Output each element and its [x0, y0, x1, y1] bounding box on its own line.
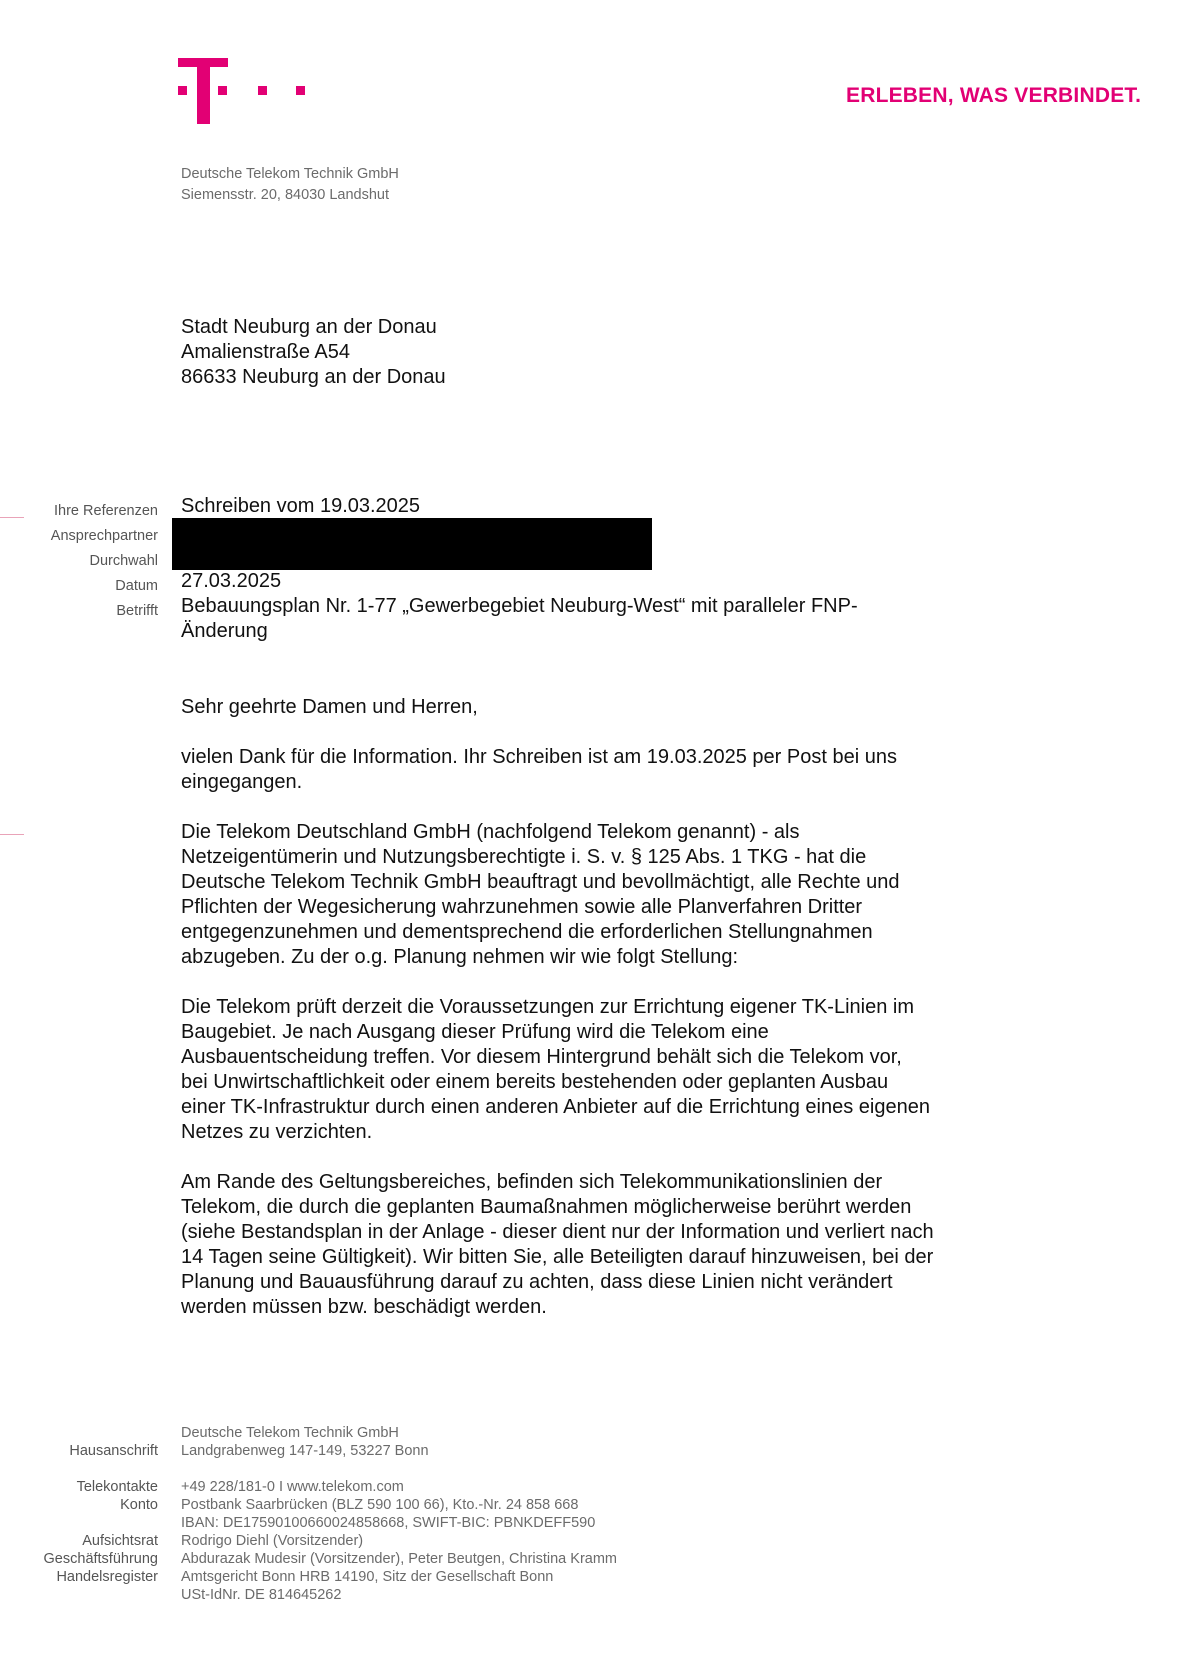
p3-line: Die Telekom prüft derzeit die Voraussetzungen zur Errichtung eigener TK-Linien im — [181, 996, 914, 1018]
p2-line: Die Telekom Deutschland GmbH (nachfolgend Telekom genannt) - als — [181, 821, 800, 843]
footer-iban: IBAN: DE17590100660024858668, SWIFT-BIC: PBNKDEFF590 — [181, 1515, 596, 1531]
p3-line: einer TK-Infrastruktur durch einen anderen Anbieter auf die Errichtung eines eigenen — [181, 1096, 930, 1118]
betrifft-line-1: Bebauungsplan Nr. 1-77 „Gewerbegebiet Neuburg-West“ mit paralleler FNP- — [181, 595, 858, 617]
footer-aufsichtsrat: Rodrigo Diehl (Vorsitzender) — [181, 1533, 364, 1549]
paragraph-1 — [181, 745, 1041, 795]
value-datum: 27.03.2025 — [181, 570, 282, 592]
recipient-line-3: 86633 Neuburg an der Donau — [181, 366, 446, 388]
label-ihre-referenzen: Ihre Referenzen — [54, 503, 158, 519]
label-datum: Datum — [115, 578, 158, 594]
sender-line-2: Siemensstr. 20, 84030 Landshut — [181, 187, 389, 203]
recipient-address — [181, 315, 446, 390]
p4-line: Telekom, die durch die geplanten Baumaßnahmen möglicherweise berührt werden — [181, 1196, 912, 1218]
p2-line: Deutsche Telekom Technik GmbH beauftragt und bevollmächtigt, alle Rechte und — [181, 871, 900, 893]
sender-address — [181, 164, 399, 206]
p4-line: Planung und Bauausführung darauf zu achten, dass diese Linien nicht verändert — [181, 1271, 893, 1293]
footer-ustid: USt-IdNr. DE 814645262 — [181, 1587, 342, 1603]
recipient-line-2: Amalienstraße A54 — [181, 341, 350, 363]
sender-line-1: Deutsche Telekom Technik GmbH — [181, 166, 399, 182]
value-ihre-referenzen: Schreiben vom 19.03.2025 — [181, 495, 421, 517]
recipient-line-1: Stadt Neuburg an der Donau — [181, 316, 437, 338]
betrifft-line-2: Änderung — [181, 620, 268, 642]
footer-label-geschaeftsfuehrung: Geschäftsführung — [43, 1551, 158, 1567]
footer-label-hausanschrift: Hausanschrift — [69, 1443, 158, 1459]
redaction-bar — [172, 518, 652, 570]
p2-line: abzugeben. Zu der o.g. Planung nehmen wir wie folgt Stellung: — [181, 946, 739, 968]
footer-geschaeftsfuehrung: Abdurazak Mudesir (Vorsitzender), Peter Beutgen, Christina Kramm — [181, 1551, 617, 1567]
salutation: Sehr geehrte Damen und Herren, — [181, 696, 478, 718]
footer-konto: Postbank Saarbrücken (BLZ 590 100 66), Kto.-Nr. 24 858 668 — [181, 1497, 579, 1513]
footer-address: Landgrabenweg 147-149, 53227 Bonn — [181, 1443, 429, 1459]
p1-line: vielen Dank für die Information. Ihr Schreiben ist am 19.03.2025 per Post bei uns — [181, 746, 897, 768]
p2-line: entgegenzunehmen und dementsprechend die erforderlichen Stellungnahmen — [181, 921, 873, 943]
footer-spacer — [0, 1460, 158, 1478]
label-durchwahl: Durchwahl — [89, 553, 158, 569]
value-betrifft — [181, 594, 1041, 644]
p4-line: werden müssen bzw. beschädigt werden. — [181, 1296, 547, 1318]
footer-handelsregister: Amtsgericht Bonn HRB 14190, Sitz der Gesellschaft Bonn — [181, 1569, 554, 1585]
p4-line: Am Rande des Geltungsbereiches, befinden sich Telekommunikationslinien der — [181, 1171, 883, 1193]
p4-line: (siehe Bestandsplan in der Anlage - dieser dient nur der Information und verliert nach — [181, 1221, 934, 1243]
paragraph-2 — [181, 820, 1041, 970]
paragraph-3 — [181, 995, 1041, 1145]
footer-label-aufsichtsrat: Aufsichtsrat — [82, 1533, 158, 1549]
paragraph-4 — [181, 1170, 1041, 1320]
footer-label-handelsregister: Handelsregister — [56, 1569, 158, 1585]
reference-labels — [0, 499, 158, 624]
footer-telekontakte: +49 228/181-0 I www.telekom.com — [181, 1479, 404, 1495]
footer-labels — [0, 1442, 158, 1586]
p3-line: bei Unwirtschaftlichkeit oder einem bereits bestehenden oder geplanten Ausbau — [181, 1071, 889, 1093]
label-ansprechpartner: Ansprechpartner — [50, 528, 158, 544]
footer-label-telekontakte: Telekontakte — [76, 1479, 158, 1495]
telekom-logo — [178, 58, 318, 128]
p3-line: Netzes zu verzichten. — [181, 1121, 373, 1143]
label-betrifft: Betrifft — [116, 603, 158, 619]
p1-line: eingegangen. — [181, 771, 303, 793]
footer-label-konto: Konto — [120, 1497, 158, 1513]
p3-line: Ausbauentscheidung treffen. Vor diesem Hintergrund behält sich die Telekom vor, — [181, 1046, 902, 1068]
fold-mark-2 — [0, 834, 24, 835]
footer-spacer — [181, 1460, 617, 1478]
p2-line: Pflichten der Wegesicherung wahrzunehmen sowie alle Planverfahren Dritter — [181, 896, 863, 918]
p3-line: Baugebiet. Je nach Ausgang dieser Prüfung wird die Telekom eine — [181, 1021, 769, 1043]
footer-values — [181, 1424, 617, 1604]
brand-claim: ERLEBEN, WAS VERBINDET. — [846, 84, 1142, 107]
p2-line: Netzeigentümerin und Nutzungsberechtigte i. S. v. § 125 Abs. 1 TKG - hat die — [181, 846, 867, 868]
p4-line: 14 Tagen seine Gültigkeit). Wir bitten Sie, alle Beteiligten darauf hinzuweisen, bei der — [181, 1246, 934, 1268]
letter-body — [181, 695, 1041, 1345]
footer-spacer — [0, 1514, 158, 1532]
footer-company: Deutsche Telekom Technik GmbH — [181, 1425, 399, 1441]
